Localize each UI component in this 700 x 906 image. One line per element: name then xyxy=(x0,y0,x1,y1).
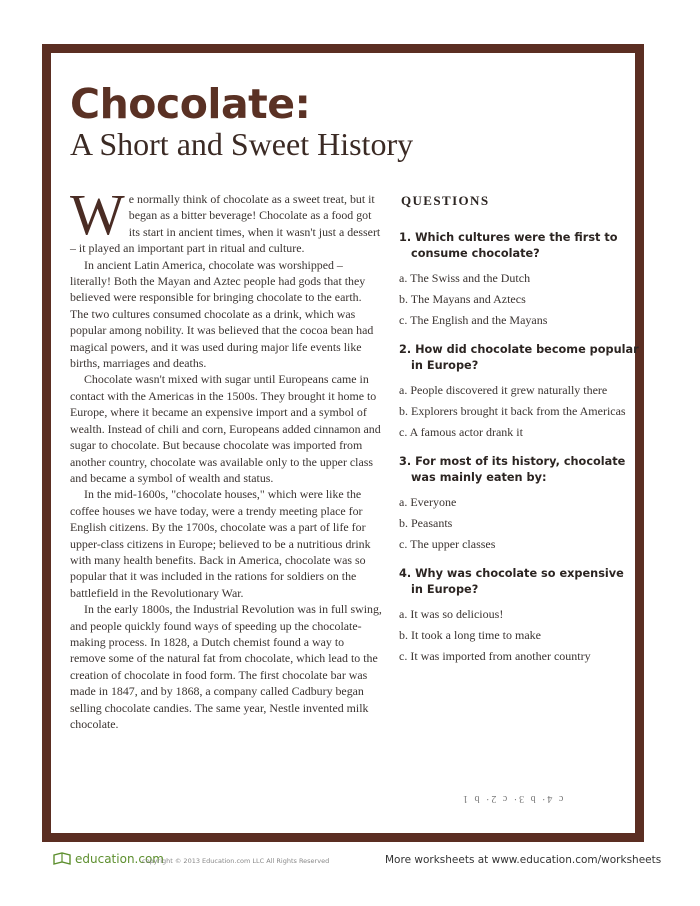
question-text: 2. How did chocolate become popular in Europe? xyxy=(399,343,639,372)
answer-option: c. It was imported from another country xyxy=(399,649,591,663)
answer-option: a. People discovered it grew naturally there xyxy=(399,383,608,397)
question-2 xyxy=(399,342,639,440)
answer-key-upside-down: c 4· b 3· c 2· b 1 xyxy=(461,793,564,804)
questions-heading: QUESTIONS xyxy=(401,193,490,208)
answer-option: a. It was so delicious! xyxy=(399,607,504,621)
answer-option: c. A famous actor drank it xyxy=(399,425,523,439)
story-paragraph-4: In the mid-1600s, "chocolate houses," which were like the coffee houses we have today, were a trendy meeting place for English citizens. By the 1700s, chocolate was a part of life for upper-class citizens in Europe; believed to be a nutritious drink with many health benefits. Back in America, chocolate was so popular that it was included in the rations for soldiers on the battlefield in the Revolutionary War. xyxy=(70,487,371,600)
book-icon xyxy=(52,852,72,866)
page-subtitle: A Short and Sweet History xyxy=(70,126,414,162)
logo-text: education.com xyxy=(75,852,164,866)
story-paragraph-5: In the early 1800s, the Industrial Revolution was in full swing, and people quickly found ways of speeding up the chocolate-making process. In 1828, a Dutch chemist found a way to remove some of the natural fat from chocolate, which lead to the creation of chocolate in food form. The first chocolate bar was made in 1847, and by 1868, a company called Cadbury began selling chocolate candies. The same year, Nestle invented milk chocolate. xyxy=(70,602,382,731)
questions-list xyxy=(399,230,639,678)
question-1 xyxy=(399,230,639,328)
question-text: 4. Why was chocolate so expensive in Europe? xyxy=(399,567,624,596)
story-paragraph-2: In ancient Latin America, chocolate was worshipped – literally! Both the Mayan and Aztec people had gods that they believed were responsible for bringing chocolate to the earth. The two cultures consumed chocolate as a drink, which was popular among nobility. It was believed that the cocoa bean had magical powers, and it was used during major life events like births, marriages and deaths. xyxy=(70,257,374,371)
dropcap: W xyxy=(70,182,125,247)
answer-option: b. The Mayans and Aztecs xyxy=(399,292,526,306)
page-title: Chocolate: xyxy=(70,80,311,128)
question-text: 1. Which cultures were the first to consume chocolate? xyxy=(399,231,618,260)
answer-option: c. The English and the Mayans xyxy=(399,313,548,327)
story-text xyxy=(70,182,382,732)
answer-option: b. It took a long time to make xyxy=(399,628,541,642)
copyright-text: copyright © 2013 Education.com LLC All Rights Reserved xyxy=(142,857,330,865)
more-worksheets-link[interactable]: More worksheets at www.education.com/worksheets xyxy=(385,854,662,866)
answer-option: b. Explorers brought it back from the Americas xyxy=(399,404,626,418)
answer-option: a. Everyone xyxy=(399,495,457,509)
answer-option: a. The Swiss and the Dutch xyxy=(399,271,531,285)
story-paragraph-1: We normally think of chocolate as a sweet treat, but it began as a bitter beverage! Chocolate as a food got its start in ancient times, when it wasn't just a dessert – it played an important part in ritual and culture. xyxy=(70,182,381,256)
story-paragraph-3: Chocolate wasn't mixed with sugar until Europeans came in contact with the Americas in the 1500s. They brought it home to Europe, where it became an expensive import and a symbol of wealth. Instead of chili and corn, Europeans added cinnamon and sugar to chocolate. But because chocolate was imported from another country, chocolate was available only to the upper class and became a symbol of wealth and status. xyxy=(70,372,381,485)
question-4 xyxy=(399,566,639,664)
answer-option: c. The upper classes xyxy=(399,537,496,551)
answer-option: b. Peasants xyxy=(399,516,453,530)
question-3 xyxy=(399,454,639,552)
question-text: 3. For most of its history, chocolate was mainly eaten by: xyxy=(399,455,626,484)
